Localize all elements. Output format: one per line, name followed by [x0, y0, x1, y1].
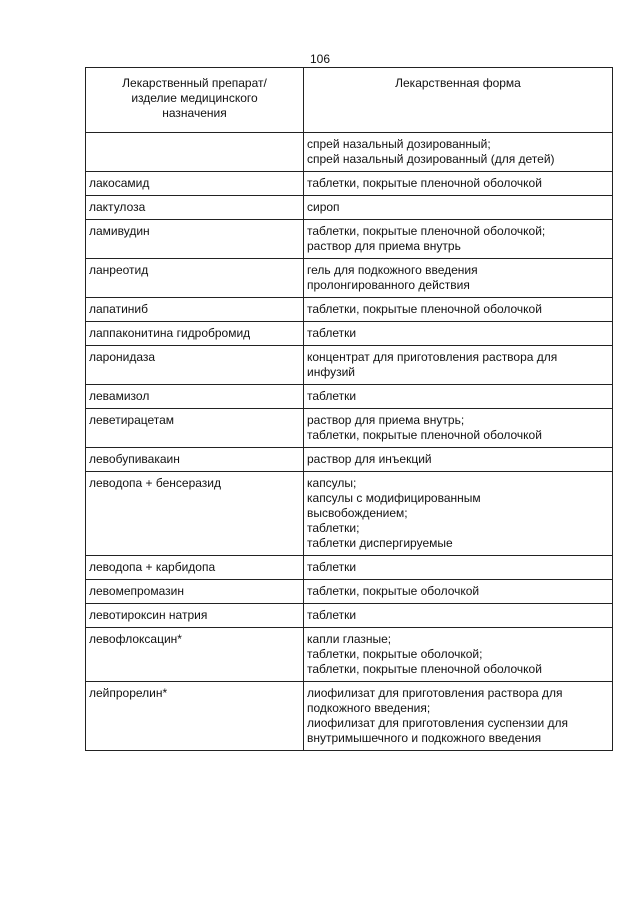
dosage-form-line: капли глазные;: [307, 632, 392, 646]
dosage-form-line: капсулы;: [307, 476, 357, 490]
dosage-form-cell: [304, 556, 613, 580]
dosage-form-cell: [304, 196, 613, 220]
dosage-form-line: высвобождением;: [307, 506, 408, 520]
table-row: [86, 259, 613, 298]
dosage-form-cell: [304, 682, 613, 751]
dosage-form-line: раствор для приема внутрь: [307, 239, 461, 253]
page-number: 106: [309, 52, 331, 66]
dosage-form-line: таблетки, покрытые пленочной оболочкой: [307, 428, 542, 442]
drug-name-cell: [86, 628, 304, 682]
drug-name-cell: [86, 448, 304, 472]
drug-name: [89, 137, 300, 152]
dosage-form-line: таблетки, покрытые пленочной оболочкой: [307, 302, 542, 316]
drug-name: левотироксин натрия: [89, 608, 208, 622]
drug-name: ланреотид: [89, 263, 149, 277]
header-drug-line: Лекарственный препарат/: [122, 76, 267, 90]
dosage-form-line: таблетки: [307, 389, 357, 403]
drug-name-cell: [86, 259, 304, 298]
table-row: [86, 346, 613, 385]
dosage-form-cell: [304, 322, 613, 346]
drug-table: [85, 67, 613, 751]
drug-name-cell: [86, 385, 304, 409]
drug-name-cell: [86, 220, 304, 259]
table-row: [86, 385, 613, 409]
dosage-form-line: лиофилизат для приготовления суспензии для: [307, 716, 569, 730]
drug-name-cell: [86, 298, 304, 322]
dosage-form-cell: [304, 133, 613, 172]
dosage-form-cell: [304, 580, 613, 604]
drug-name-cell: [86, 580, 304, 604]
drug-name: ламивудин: [89, 224, 150, 238]
dosage-form-line: таблетки, покрытые оболочкой;: [307, 647, 483, 661]
table-row: [86, 409, 613, 448]
drug-name: леводопа + карбидопа: [89, 560, 216, 574]
header-drug-line: изделие медицинского: [131, 91, 258, 105]
table-row: [86, 682, 613, 751]
dosage-form-cell: [304, 259, 613, 298]
dosage-form-cell: [304, 220, 613, 259]
drug-name-cell: [86, 346, 304, 385]
drug-name: лактулоза: [89, 200, 146, 214]
table-row: [86, 556, 613, 580]
drug-name-cell: [86, 133, 304, 172]
dosage-form-line: подкожного введения;: [307, 701, 431, 715]
table-row: [86, 448, 613, 472]
drug-name-cell: [86, 196, 304, 220]
table-row: [86, 322, 613, 346]
drug-name: ларонидаза: [89, 350, 156, 364]
header-form: [304, 68, 613, 133]
dosage-form-line: капсулы с модифицированным: [307, 491, 481, 505]
drug-name: лакосамид: [89, 176, 150, 190]
dosage-form-line: таблетки: [307, 326, 357, 340]
table-row: [86, 298, 613, 322]
dosage-form-line: таблетки, покрытые оболочкой: [307, 584, 480, 598]
drug-name: левамизол: [89, 389, 150, 403]
header-drug-line: назначения: [162, 106, 227, 120]
dosage-form-cell: [304, 172, 613, 196]
dosage-form-cell: [304, 409, 613, 448]
dosage-form-line: внутримышечного и подкожного введения: [307, 731, 542, 745]
drug-name: левофлоксацин*: [89, 632, 182, 646]
drug-name-cell: [86, 409, 304, 448]
drug-name-cell: [86, 472, 304, 556]
dosage-form-cell: [304, 604, 613, 628]
drug-name: левобупивакаин: [89, 452, 180, 466]
dosage-form-cell: [304, 298, 613, 322]
dosage-form-line: таблетки: [307, 560, 357, 574]
drug-name: лапатиниб: [89, 302, 148, 316]
drug-name-cell: [86, 604, 304, 628]
dosage-form-line: таблетки, покрытые пленочной оболочкой;: [307, 224, 546, 238]
header-drug: [86, 68, 304, 133]
drug-name: лаппаконитина гидробромид: [89, 326, 251, 340]
dosage-form-cell: [304, 385, 613, 409]
dosage-form-line: спрей назальный дозированный (для детей): [307, 152, 555, 166]
dosage-form-line: таблетки, покрытые пленочной оболочкой: [307, 662, 542, 676]
drug-name: леветирацетам: [89, 413, 175, 427]
dosage-form-line: раствор для инъекций: [307, 452, 432, 466]
drug-name-cell: [86, 682, 304, 751]
dosage-form-cell: [304, 472, 613, 556]
dosage-form-line: раствор для приема внутрь;: [307, 413, 465, 427]
table-row: [86, 580, 613, 604]
dosage-form-line: гель для подкожного введения: [307, 263, 478, 277]
header-form-line: Лекарственная форма: [395, 76, 521, 90]
dosage-form-line: концентрат для приготовления раствора для: [307, 350, 558, 364]
dosage-form-line: инфузий: [307, 365, 355, 379]
drug-name-cell: [86, 556, 304, 580]
dosage-form-line: сироп: [307, 200, 340, 214]
table-row: [86, 196, 613, 220]
table-row: [86, 220, 613, 259]
dosage-form-cell: [304, 628, 613, 682]
dosage-form-line: таблетки, покрытые пленочной оболочкой: [307, 176, 542, 190]
dosage-form-cell: [304, 346, 613, 385]
table-header-row: [86, 68, 613, 133]
drug-name: лейпрорелин*: [89, 686, 168, 700]
table-row: [86, 472, 613, 556]
table-row: [86, 133, 613, 172]
dosage-form-line: таблетки диспергируемые: [307, 536, 453, 550]
drug-name: левомепромазин: [89, 584, 184, 598]
dosage-form-line: лиофилизат для приготовления раствора для: [307, 686, 563, 700]
table-row: [86, 604, 613, 628]
dosage-form-cell: [304, 448, 613, 472]
dosage-form-line: таблетки;: [307, 521, 360, 535]
drug-name-cell: [86, 172, 304, 196]
dosage-form-line: пролонгированного действия: [307, 278, 470, 292]
dosage-form-line: спрей назальный дозированный;: [307, 137, 491, 151]
drug-name-cell: [86, 322, 304, 346]
table-body: [86, 133, 613, 751]
table-row: [86, 172, 613, 196]
drug-name: леводопа + бенсеразид: [89, 476, 221, 490]
dosage-form-line: таблетки: [307, 608, 357, 622]
table-row: [86, 628, 613, 682]
